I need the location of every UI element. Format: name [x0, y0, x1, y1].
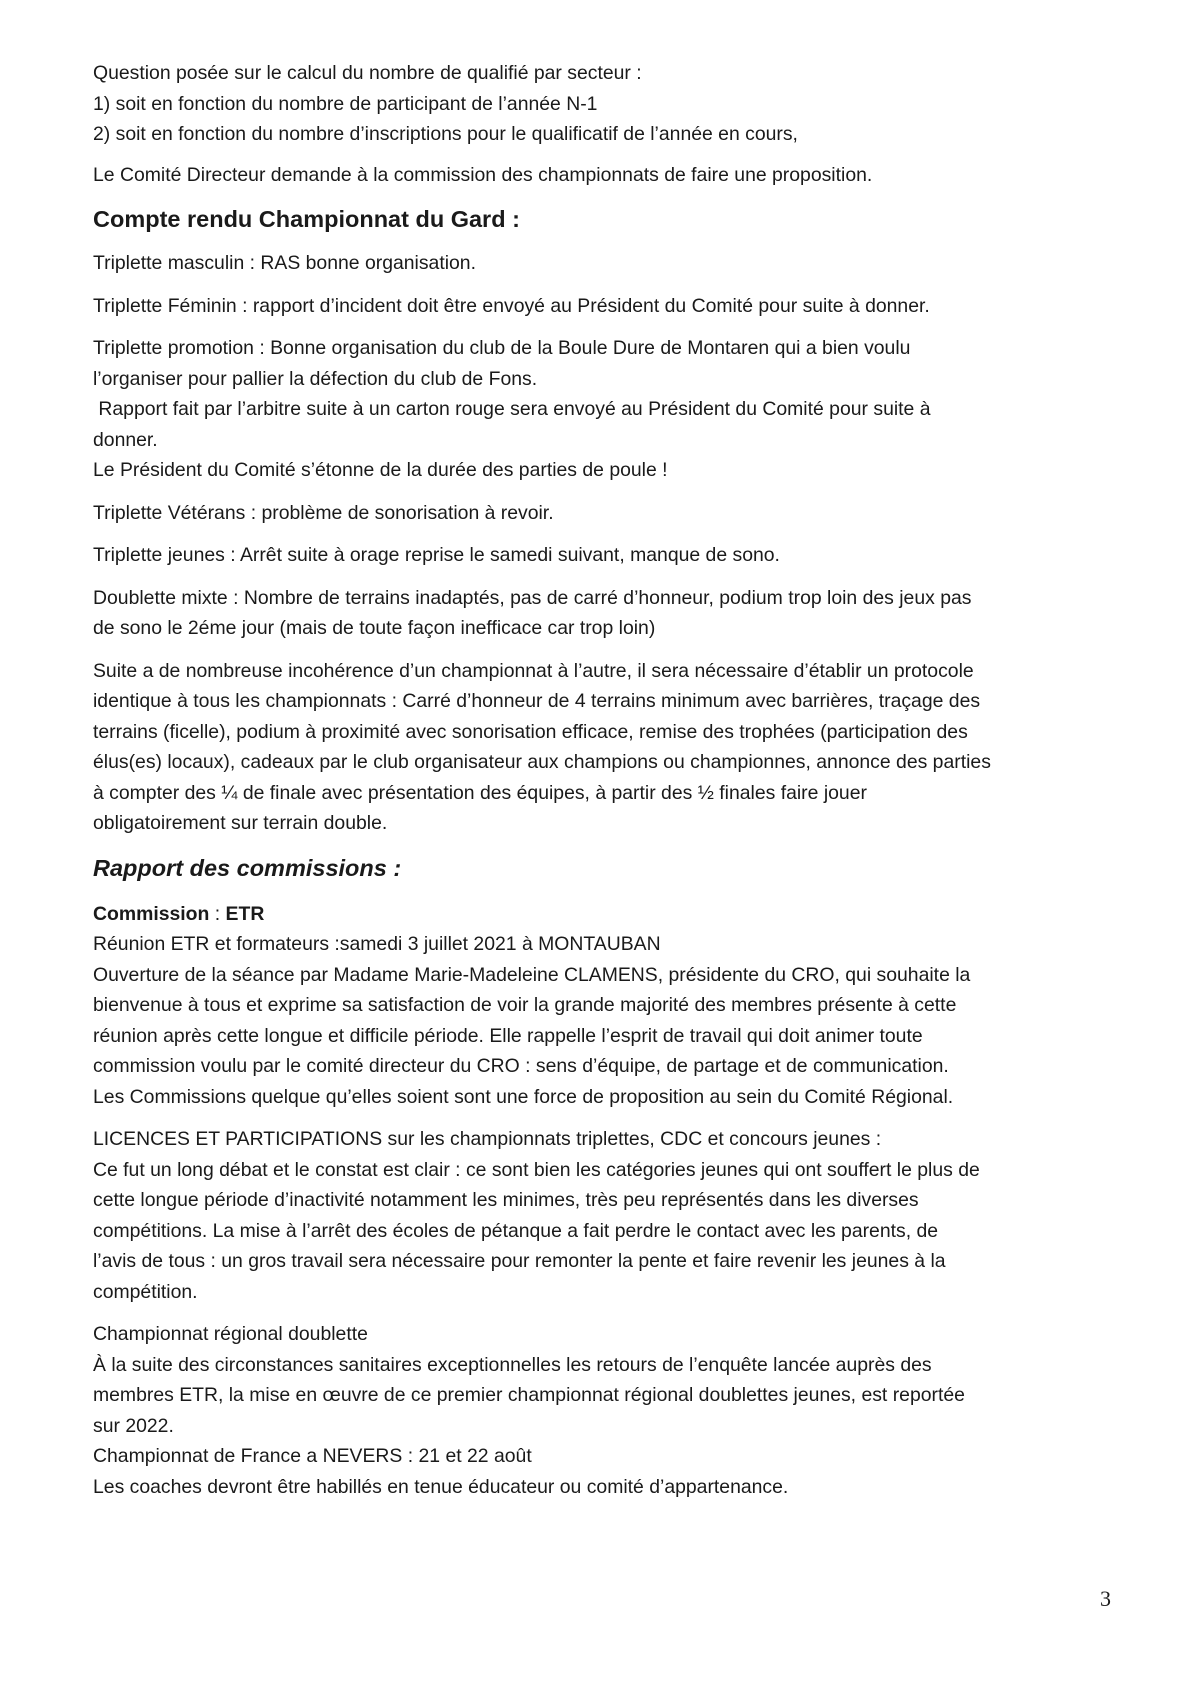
doublette-mixte — [93, 583, 1123, 644]
text-line: Réunion ETR et formateurs :samedi 3 juillet 2021 à MONTAUBAN — [93, 933, 661, 955]
text-line: membres ETR, la mise en œuvre de ce premier championnat régional doublettes jeunes, est reportée — [93, 1384, 965, 1406]
text-line: Suite a de nombreuse incohérence d’un championnat à l’autre, il sera nécessaire d’établir un protocole — [93, 659, 974, 682]
championnat-regional — [93, 1319, 1123, 1502]
text-line: Le Président du Comité s’étonne de la durée des parties de poule ! — [93, 459, 668, 481]
intro-question — [93, 58, 1123, 150]
triplette-promotion — [93, 333, 1123, 486]
text-line: Ce fut un long débat et le constat est clair : ce sont bien les catégories jeunes qui ont souffert le plus de — [93, 1158, 980, 1181]
text-line: Les coaches devront être habillés en tenue éducateur ou comité d’appartenance. — [93, 1475, 789, 1498]
text-line: l’organiser pour pallier la défection du club de Fons. — [93, 367, 538, 390]
commission-title — [93, 899, 1123, 930]
text-line: Championnat de France a NEVERS : 21 et 22 août — [93, 1445, 532, 1467]
text-line: Triplette Féminin : rapport d’incident doit être envoyé au Président du Comité pour suite à donner. — [93, 294, 930, 317]
protocole-paragraph — [93, 656, 1123, 839]
commission-separator: : — [209, 902, 226, 925]
subsection-title: LICENCES ET PARTICIPATIONS sur les championnats triplettes, CDC et concours jeunes : — [93, 1128, 882, 1150]
text-line: Triplette jeunes : Arrêt suite à orage reprise le samedi suivant, manque de sono. — [93, 544, 780, 566]
triplette-masculin — [93, 248, 1123, 279]
text-line: Triplette promotion : Bonne organisation du club de la Boule Dure de Montaren qui a bien voulu — [93, 337, 911, 359]
text-line: Les Commissions quelque qu’elles soient sont une force de proposition au sein du Comité Régional. — [93, 1085, 954, 1108]
text-line: cette longue période d’inactivité notamment les minimes, très peu représentés dans les diverses — [93, 1189, 919, 1211]
text-line: Le Comité Directeur demande à la commission des championnats de faire une proposition. — [93, 163, 873, 186]
section-heading-gard: Compte rendu Championnat du Gard : — [93, 206, 520, 232]
licences-participations — [93, 1124, 1123, 1307]
text-line: 2) soit en fonction du nombre d’inscriptions pour le qualificatif de l’année en cours, — [93, 123, 798, 145]
text-line: commission voulu par le comité directeur du CRO : sens d’équipe, de partage et de communication. — [93, 1055, 949, 1077]
text-line: de sono le 2éme jour (mais de toute façon inefficace car trop loin) — [93, 617, 656, 639]
text-line: Triplette masculin : RAS bonne organisation. — [93, 252, 476, 274]
text-line: 1) soit en fonction du nombre de participant de l’année N-1 — [93, 92, 598, 115]
text-line: l’avis de tous : un gros travail sera nécessaire pour remonter la pente et faire revenir les jeunes à la — [93, 1250, 946, 1272]
intro-decision — [93, 160, 1123, 191]
text-line: à compter des ¼ de finale avec présentation des équipes, à partir des ½ finales faire jouer — [93, 781, 867, 804]
commission-etr — [93, 899, 1123, 1113]
text-line: Ouverture de la séance par Madame Marie-Madeleine CLAMENS, présidente du CRO, qui souhaite la — [93, 963, 971, 986]
text-line: compétitions. La mise à l’arrêt des écoles de pétanque a fait perdre le contact avec les parents, de — [93, 1219, 939, 1242]
subsection-title: Championnat régional doublette — [93, 1323, 368, 1345]
section-heading-commissions: Rapport des commissions : — [93, 854, 402, 881]
page-number: 3 — [1100, 1586, 1111, 1611]
text-line: terrains (ficelle), podium à proximité avec sonorisation efficace, remise des trophées (participation des — [93, 720, 968, 743]
text-line: obligatoirement sur terrain double. — [93, 812, 388, 834]
text-line: donner. — [93, 428, 158, 451]
triplette-jeunes — [93, 540, 1123, 571]
document-page — [93, 58, 1123, 1514]
text-line: compétition. — [93, 1280, 198, 1303]
text-line: Triplette Vétérans : problème de sonorisation à revoir. — [93, 501, 554, 524]
text-line: Question posée sur le calcul du nombre de qualifié par secteur : — [93, 62, 642, 84]
commission-name: ETR — [225, 902, 265, 925]
text-line: Doublette mixte : Nombre de terrains inadaptés, pas de carré d’honneur, podium trop loin des jeux pas — [93, 586, 972, 609]
text-line: identique à tous les championnats : Carré d’honneur de 4 terrains minimum avec barrières, traçage des — [93, 690, 981, 712]
text-line: bienvenue à tous et exprime sa satisfaction de voir la grande majorité des membres présente à cette — [93, 994, 957, 1016]
text-line: sur 2022. — [93, 1414, 174, 1437]
text-line: Rapport fait par l’arbitre suite à un carton rouge sera envoyé au Président du Comité pour suite à — [93, 398, 931, 420]
triplette-veterans — [93, 498, 1123, 529]
commission-label: Commission — [93, 902, 210, 925]
triplette-feminin — [93, 291, 1123, 322]
text-line: réunion après cette longue et difficile période. Elle rappelle l’esprit de travail qui doit animer toute — [93, 1024, 923, 1047]
text-line: À la suite des circonstances sanitaires exceptionnelles les retours de l’enquête lancée auprès des — [93, 1353, 932, 1376]
text-line: élus(es) locaux), cadeaux par le club organisateur aux champions ou championnes, annonce des parties — [93, 751, 991, 773]
